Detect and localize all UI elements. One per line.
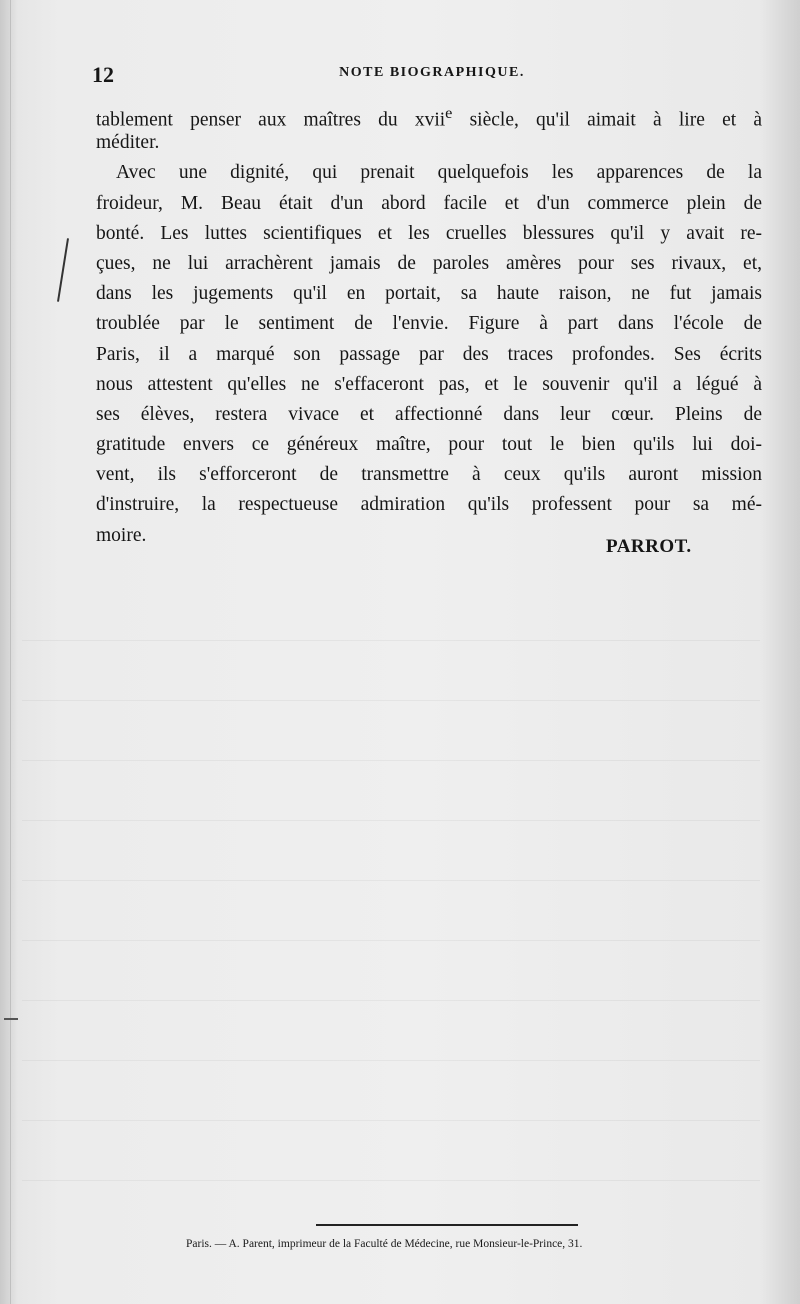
printer-imprint: Paris. — A. Parent, imprimeur de la Faculté de Médecine, rue Monsieur-le-Prince, 31. <box>186 1238 583 1250</box>
page-number: 12 <box>92 62 114 87</box>
text-line: ses élèves, restera vivace et affectionné dans leur cœur. Pleins de <box>96 403 762 425</box>
text-line: froideur, M. Beau était d'un abord facile et d'un commerce plein de <box>96 192 762 214</box>
bleed-through-line <box>22 700 760 701</box>
text-line: gratitude envers ce généreux maître, pour tout le bien qu'ils lui doi- <box>96 434 762 456</box>
margin-pencil-mark <box>57 238 69 302</box>
bleed-through-line <box>22 940 760 941</box>
bleed-through-line <box>22 760 760 761</box>
page-header <box>92 62 772 88</box>
text-line: méditer. <box>96 132 160 154</box>
bleed-through-line <box>22 1000 760 1001</box>
margin-tick-mark <box>4 1018 18 1020</box>
text-line: moire. <box>96 524 147 546</box>
bleed-through-line <box>22 820 760 821</box>
page-edge-shadow <box>10 0 11 1304</box>
bleed-through-line <box>22 1180 760 1181</box>
author-signature: PARROT. <box>606 536 692 557</box>
text-line: dans les jugements qu'il en portait, sa haute raison, ne fut jamais <box>96 283 762 305</box>
footer-rule <box>316 1224 578 1226</box>
text-line: vent, ils s'efforceront de transmettre à ceux qu'ils auront mission <box>96 464 762 486</box>
running-title: NOTE BIOGRAPHIQUE. <box>339 65 525 80</box>
text-line: bonté. Les luttes scientifiques et les cruelles blessures qu'il y avait re- <box>96 222 762 244</box>
bleed-through-line <box>22 880 760 881</box>
text-line: troublée par le sentiment de l'envie. Figure à part dans l'école de <box>96 313 762 335</box>
bleed-through-line <box>22 640 760 641</box>
text-line: tablement penser aux maîtres du xvii$^e$ siècle, qu'il aimait à lire et à <box>96 104 762 131</box>
text-line: nous attestent qu'elles ne s'effaceront pas, et le souvenir qu'il a légué à <box>96 373 762 395</box>
body-text <box>96 98 762 551</box>
text-line: Avec une dignité, qui prenait quelquefois les apparences de la <box>116 162 762 184</box>
text-line: çues, ne lui arrachèrent jamais de paroles amères pour ses rivaux, et, <box>96 252 762 274</box>
text-line: Paris, il a marqué son passage par des traces profondes. Ses écrits <box>96 343 762 365</box>
text-line: d'instruire, la respectueuse admiration qu'ils professent pour sa mé- <box>96 494 762 516</box>
bleed-through-line <box>22 1120 760 1121</box>
bleed-through-line <box>22 1060 760 1061</box>
